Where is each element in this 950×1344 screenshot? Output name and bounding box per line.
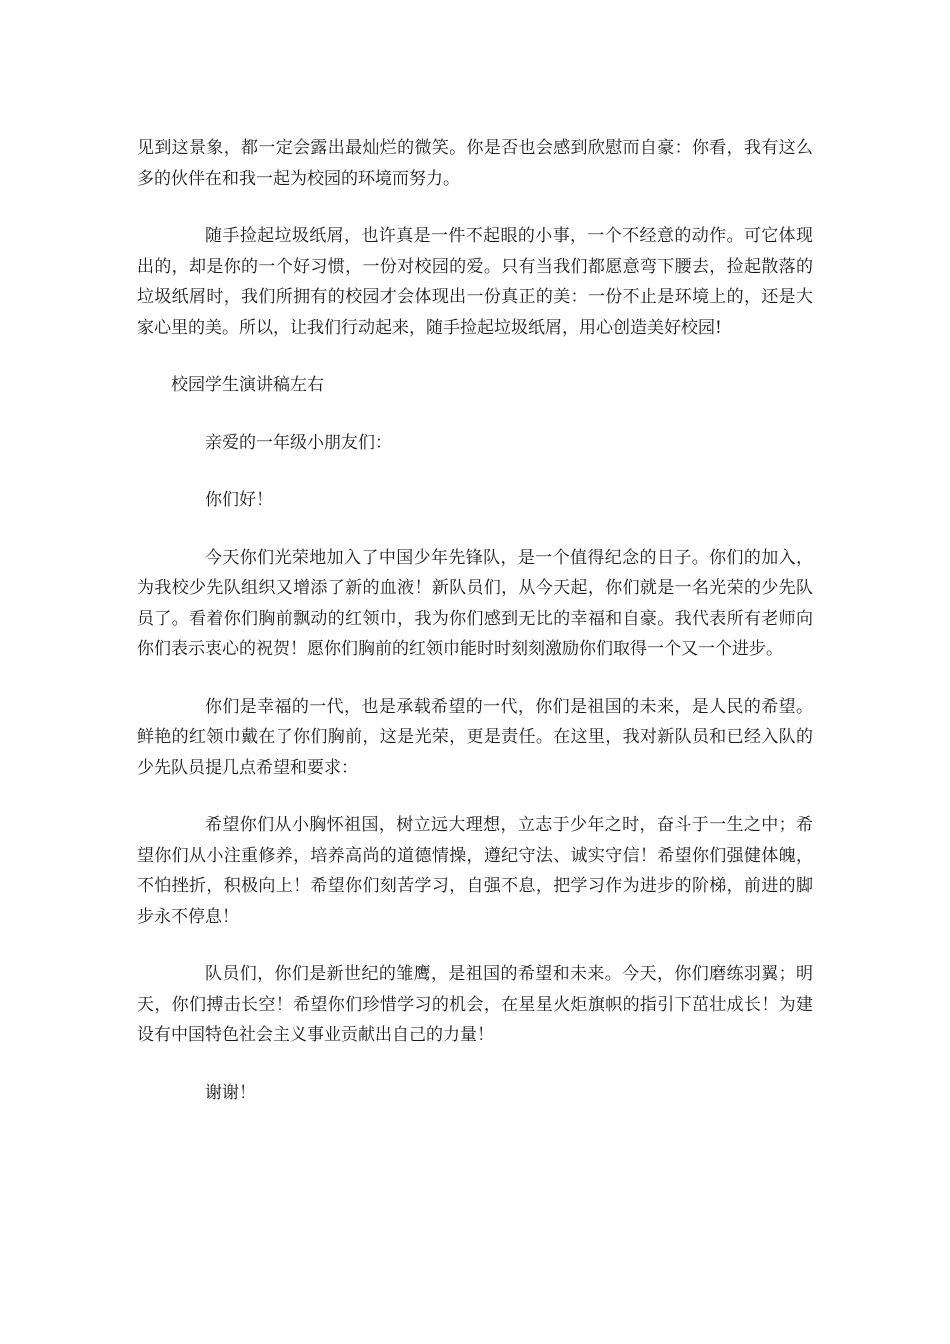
paragraph-young-eagles: 队员们，你们是新世纪的雏鹰，是祖国的希望和未来。今天，你们磨练羽翼；明天，你们搏击长空！希望你们珍惜学习的机会，在星星火炬旗帜的指引下茁壮成长！为建设有中国特色社会主义事业贡献出自己的力量！ [137,964,813,1045]
section-heading: 校园学生演讲稿左右 [171,375,324,395]
greeting: 你们好！ [205,490,273,510]
paragraph-hopeful-generation: 你们是幸福的一代，也是承载希望的一代，你们是祖国的未来，是人民的希望。鲜艳的红领巾戴在了你们胸前，这是光荣，更是责任。在这里，我对新队员和已经入队的少先队员提几点希望和要求： [137,696,813,778]
paragraph-hopes-and-requirements: 希望你们从小胸怀祖国，树立远大理想，立志于少年之时，奋斗于一生之中；希望你们从小注重修养，培养高尚的道德情操，遵纪守法、诚实守信！希望你们强健体魄，不怕挫折，积极向上！希望你们刻苦学习，自强不息，把学习作为进步的阶梯，前进的脚步永不停息！ [137,815,813,927]
paragraph-joining-pioneers: 今天你们光荣地加入了中国少年先锋队，是一个值得纪念的日子。你们的加入，为我校少先队组织又增添了新的血液！新队员们，从今天起，你们就是一名光荣的少先队员了。看着你们胸前飘动的红领巾，我为你们感到无比的幸福和自豪。我代表所有老师向你们表示衷心的祝贺！愿你们胸前的红领巾能时时刻刻激励你们取得一个又一个进步。 [137,547,813,659]
closing-thanks: 谢谢！ [205,1082,256,1103]
paragraph-pick-up-litter: 随手捡起垃圾纸屑，也许真是一件不起眼的小事，一个不经意的动作。可它体现出的，却是你的一个好习惯，一份对校园的爱。只有当我们都愿意弯下腰去，捡起散落的垃圾纸屑时，我们所拥有的校园才会体现出一份真正的美：一份不止是环境上的，还是大家心里的美。所以，让我们行动起来，随手捡起垃圾纸屑，用心创造美好校园! [137,226,813,338]
salutation: 亲爱的一年级小朋友们： [205,432,392,453]
document-body [137,133,813,1135]
paragraph-continuation: 见到这景象，都一定会露出最灿烂的微笑。你是否也会感到欣慰而自豪：你看，我有这么多的伙伴在和我一起为校园的环境而努力。 [137,138,813,189]
